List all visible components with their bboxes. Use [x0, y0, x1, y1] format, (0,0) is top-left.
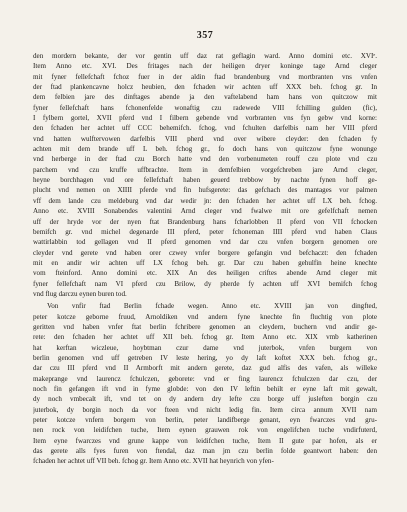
- text-line: achten mit dem brande uff L beh. fchog gr., fo doch hans von quitczow fyne wonunge: [33, 145, 377, 154]
- page-number: 357: [196, 30, 214, 41]
- text-line: parchem vnd czu kruffe uffbrachte. Item in demfelbien vorgefchreben jare Arnd cleger,: [33, 165, 377, 174]
- text-line: cleyder vnd gerete vnd haben orer czwey vnfer borgere gefangin vnd befchaczt: den fchaden: [33, 248, 377, 257]
- text-line: hat kerftan wiczleue, hoybtman czur dame vnd juterbok, vnfen burgern von: [33, 343, 377, 352]
- text-line: vnd flug darczu eynen buren tod.: [33, 289, 127, 298]
- text-line: Item Anno etc. XVI. Des fritages nach der heiligen dryer koninge tage Arnd cleger: [33, 62, 377, 71]
- text-line: noch fin gefangen ift vnd in fyme globde: von den IV leftin behilt er eyne laft mit gewalt,: [33, 385, 377, 393]
- text-line: das gerete alls fyes furen von ftendal, daz man jm czu berlin folde geantwort haben: den: [33, 447, 377, 456]
- text-line: uff der hryde vor der nyen ftat Brandenburg hans fcharlobben II pferd von VII fchocken: [33, 217, 377, 226]
- text-line: Von vnfir ftad Berlin fchade wegen. Anno etc. XVIII jan von dingfted,: [47, 302, 377, 311]
- text-line: makeprange vnd laurencz fchulczen, geborete: vnd er fing laurencz fchulczen dar czu, der: [33, 374, 377, 383]
- text-line: wattirlabbin tod gellagen vnd II pferd genomen vnd dar czu vnfen borgern genomen ore: [33, 238, 377, 247]
- body-text: [33, 51, 377, 467]
- text-line: vnd hatten wulftervowen darfelbis VIII pherd vnd over wibere cleyder: den fchaden fy: [33, 134, 377, 143]
- text-line: peter kotcze geborne fruud, Arnoldiken vnd andern fyne knechte fin fluchtig von plote: [33, 312, 377, 321]
- text-line: den mordern bekante, der vor gentin uff daz rat geflagin ward. Anno domini etc. XVIᵉ.: [33, 52, 377, 60]
- text-line: peter kotcze vnfern borgern von berlin, peter landifberge genant, eyn fwarczes vnd gru-: [33, 416, 377, 425]
- text-line: mit en andir wir achten uff LX fchog beh. gr. Dar czu haben gehulfin heine knechte: [33, 258, 377, 267]
- text-line: rete: den fchaden her achtet uff XII beh. fchog gr. Item Anno etc. XIX vmb katherinen: [33, 333, 377, 342]
- text-line: mit fyner fellefchaft fchoz fuer in der aldin ftad brandenburg vnd mortbranten vns vnfen: [33, 72, 377, 81]
- text-line: bemifch gr. vnd michel degenarde III pferd, peter fchoneman IIII pferd vnd haben Claus: [33, 227, 377, 236]
- text-line: geritten vnd haben vnfer ftat berlin fchribere genomen an cleydern, buchern vnd andir ge-: [33, 322, 377, 331]
- text-line: fyner fellefchaft nam VI pferd czu Brilow, dy pherde fy achten uff XVI bemifch fchog: [33, 279, 377, 288]
- text-line: heyne borchhagen vnd ore fellefchaft haben geuerd trebbow by nachte fynen hoff ge-: [33, 176, 377, 185]
- text-line: nen rock von leidifchen tuche, Item eynen grauwen rok von engelifchen tuche vndirfuterd,: [33, 426, 377, 435]
- text-line: den fchaden her achtet uff CCC behemifch. fchog, vnd fchulten darfelbis nam her VIII pferd: [33, 124, 377, 133]
- text-line: dar czu III pferd vnd II Armborft mit andern gerete, daz gud alfis des vafen, als willeke: [33, 364, 377, 373]
- text-line: Item eyne fwarczes vnd grune kappe von leidifchen tuche, Item II gute par hofen, als er: [33, 436, 377, 445]
- text-line: berlin genomen vnd uff getreben IV leste hering, yo dy laft koftet XXX beh. fchog gr.,: [33, 353, 377, 362]
- text-line: der ftad plankencavne holcz heubien, den fchaden wir achten uff XXX beh. fchog gr. In: [33, 83, 377, 92]
- text-line: dy noch vmbecalt ift, vnd tet on dy andern dry lefte czu borge uff jusleften borgin czu: [33, 395, 377, 404]
- text-line: dem felbien jare des dinftages abende ja den vaftelabend ham hans von quitczow mit: [33, 93, 377, 102]
- paragraph: [33, 301, 377, 467]
- paragraph: [33, 51, 377, 299]
- text-line: I fylbern gortel, XVII pferd vnd I filbern gebende vnd vorbranten vns fyn gebw vnd korne:: [33, 114, 377, 123]
- text-line: fchaden her achtet uff VII beh. fchog gr. Item Anno etc. XVII hat heynrich von yfen-: [33, 457, 274, 466]
- text-line: Anno etc. XVIII Sonabendes valentini Arnd cleger vnd fwalwe mit ore gefelfchaft nemen: [33, 207, 377, 216]
- text-line: juterbok, dy borgin noch da vor fteen vnd nicht ledig fin. Item circa annum XVII nam: [33, 405, 377, 414]
- text-line: vff dem lande czu meldeburg vnd dar wedir jn: den fchaden her achtet uff LX beh. fchog.: [33, 196, 377, 205]
- text-line: plucht vnd nemen on XIIII pferde vnd fin hufsgerete: das gefchach des mantages vor palmen: [33, 186, 377, 195]
- text-line: vom fteinford. Anno domini etc. XIX An des heiligen criftes abende Arnd cleger mit: [33, 269, 377, 278]
- text-line: vnd herberge in der ftad czu Borch hatte vnd den vorbenumeten rouff czu plote vnd czu: [33, 155, 377, 164]
- text-line: fyner fellefchaft hans fchonenfelde wonaftig czu radewede VIII fchilling gulden (fic),: [33, 103, 377, 112]
